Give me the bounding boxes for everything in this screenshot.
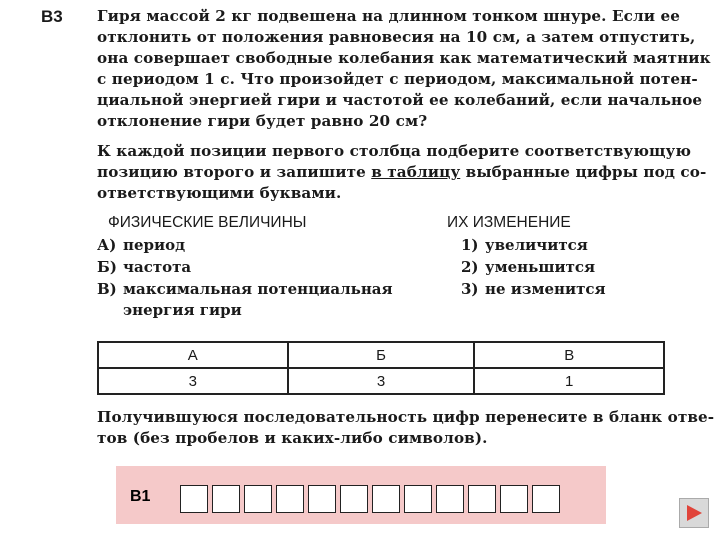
left-item-text: частота <box>123 258 192 276</box>
play-arrow-icon <box>684 503 704 523</box>
transfer-note <box>97 407 715 449</box>
problem-line: отклонение гири будет равно 20 см? <box>97 112 428 130</box>
answer-form-cell[interactable] <box>372 485 400 513</box>
answer-table <box>97 341 665 395</box>
answer-form-cell[interactable] <box>436 485 464 513</box>
answer-value-cell[interactable]: 3 <box>288 368 475 394</box>
answer-value-cell[interactable]: 1 <box>474 368 664 394</box>
answer-form <box>116 466 606 524</box>
transfer-note-line: тов (без пробелов и каких-либо символов). <box>97 429 488 447</box>
left-item-key: А) <box>97 236 117 254</box>
left-column-header: ФИЗИЧЕСКИЕ ВЕЛИЧИНЫ <box>108 214 307 231</box>
answer-header-cell: А <box>98 342 288 368</box>
instruction-fragment: позицию второго и запишите <box>97 163 372 181</box>
task-label: В3 <box>41 7 63 26</box>
answer-table-header-row <box>98 342 664 368</box>
answer-form-cell[interactable] <box>404 485 432 513</box>
problem-line: она совершает свободные колебания как математический маятник <box>97 49 711 67</box>
next-slide-button[interactable] <box>679 498 709 528</box>
right-item-key: 2) <box>461 258 479 276</box>
left-item-key: Б) <box>97 258 117 276</box>
answer-form-cell[interactable] <box>308 485 336 513</box>
answer-form-cell[interactable] <box>468 485 496 513</box>
instruction-line: ответствующими буквами. <box>97 184 342 202</box>
left-item-text: максимальная потенциальная <box>123 280 393 298</box>
left-item-text: период <box>123 236 186 254</box>
right-item-key: 1) <box>461 236 479 254</box>
right-item-text: не изменится <box>485 280 606 298</box>
answer-form-cell[interactable] <box>244 485 272 513</box>
right-item-text: увеличится <box>485 236 588 254</box>
instruction-fragment: выбранные цифры под со- <box>460 163 707 181</box>
problem-line: Гиря массой 2 кг подвешена на длинном тонком шнуре. Если ее <box>97 7 681 25</box>
right-column-header: ИХ ИЗМЕНЕНИЕ <box>447 214 571 231</box>
right-item-text: уменьшится <box>485 258 596 276</box>
problem-line: с периодом 1 с. Что произойдет с периодом, максимальной потен- <box>97 70 698 88</box>
answer-header-cell: Б <box>288 342 475 368</box>
answer-form-cell[interactable] <box>500 485 528 513</box>
answer-table-value-row <box>98 368 664 394</box>
answer-form-cell[interactable] <box>180 485 208 513</box>
answer-form-cells <box>180 485 560 513</box>
problem-line: отклонить от положения равновесия на 10 см, а затем отпустить, <box>97 28 696 46</box>
instruction-line: К каждой позиции первого столбца подберите соответствующую <box>97 142 692 160</box>
left-item-text: энергия гири <box>123 301 242 319</box>
answer-form-cell[interactable] <box>340 485 368 513</box>
problem-text <box>97 6 711 132</box>
answer-form-cell[interactable] <box>276 485 304 513</box>
instruction-underlined: в таблицу <box>371 163 461 181</box>
answer-value-cell[interactable]: 3 <box>98 368 288 394</box>
answer-form-cell[interactable] <box>212 485 240 513</box>
answer-form-cell[interactable] <box>532 485 560 513</box>
problem-line: циальной энергией гири и частотой ее колебаний, если начальное <box>97 91 703 109</box>
answer-form-label: В1 <box>130 488 151 505</box>
instruction-line <box>97 162 707 183</box>
transfer-note-line: Получившуюся последовательность цифр перенесите в бланк отве- <box>97 408 715 426</box>
answer-header-cell: В <box>474 342 664 368</box>
left-item-key: В) <box>97 280 117 298</box>
right-item-key: 3) <box>461 280 479 298</box>
instruction-text <box>97 141 707 204</box>
